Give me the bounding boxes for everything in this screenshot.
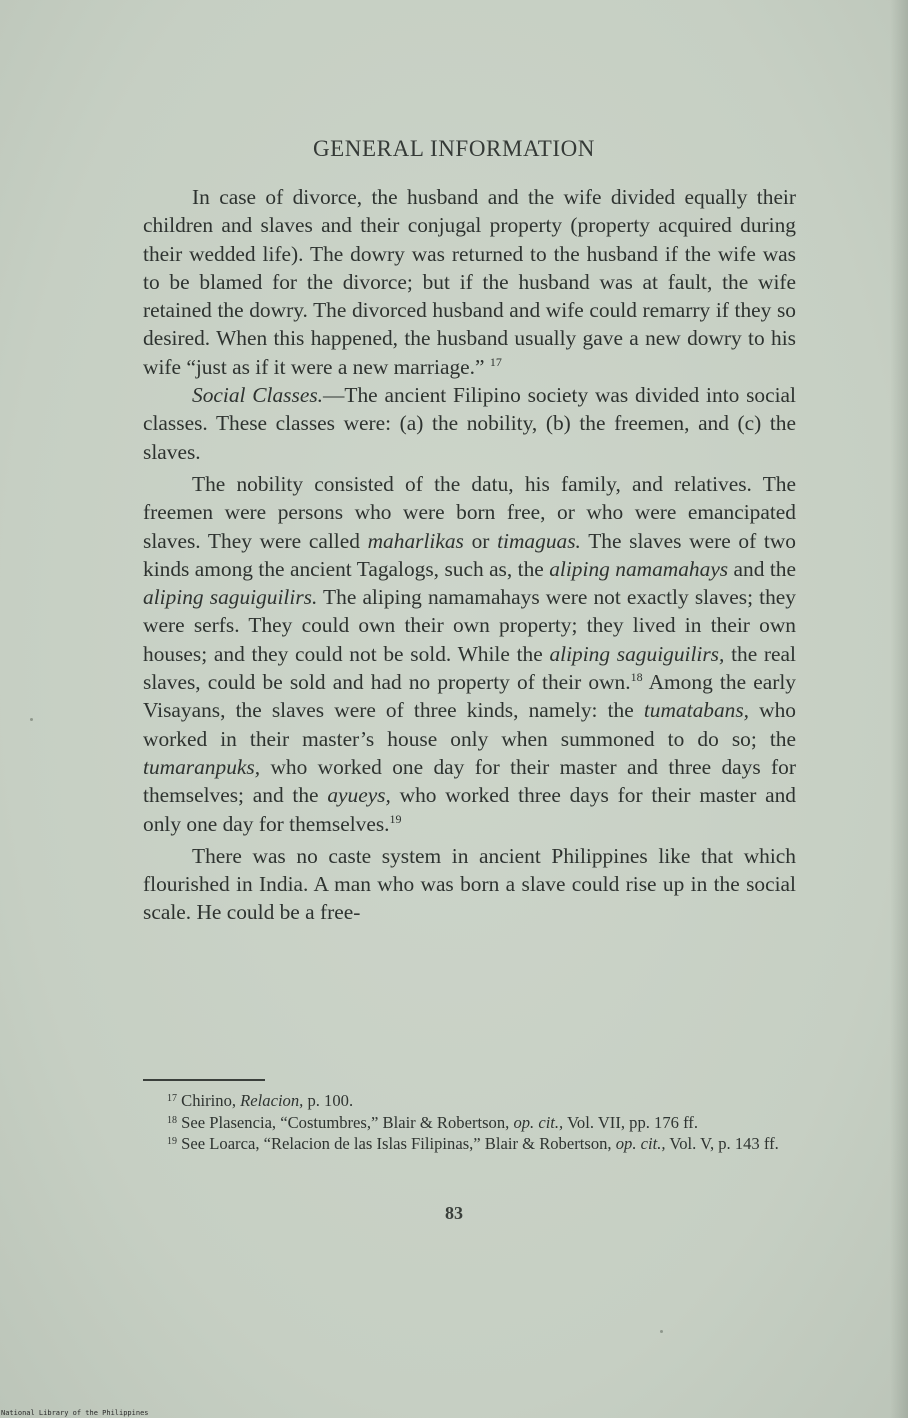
footnote-17: $^{17}$ Chirino, Relacion, p. 100.: [167, 1091, 354, 1110]
footnote-ref: 18: [630, 670, 643, 685]
footnotes: [143, 1092, 796, 1157]
library-credit: National Library of the Philippines: [1, 1409, 149, 1417]
footnote-rule: [143, 1079, 265, 1081]
footnote-18: $^{18}$ See Plasencia, “Costumbres,” Blair & Robertson, op. cit., Vol. VII, pp. 176 ff.: [167, 1112, 698, 1132]
section-heading: Social Classes.: [192, 383, 323, 408]
page-number: 83: [445, 1203, 463, 1223]
running-head: GENERAL INFORMATION: [312, 136, 596, 161]
paragraph-nobility: The nobility consisted of the datu, his family, and relatives. The freemen were persons who were born free, or who were emancipated slaves. They were called maharlikas or timaguas. The slaves were of two kinds among the ancient Tagalogs, such as, the aliping namamahays and the aliping saguiguilirs. The aliping namamahays were not exactly slaves; they were serfs. They could own their own property; they lived in their own houses; and they could not be sold. While the aliping saguiguilirs, the real slaves, could be sold and had no property of their own.$^{18}$ Among the early Visayans, the slaves were of three kinds, namely: the tumatabans, who worked in their master’s house only when summoned to do so; the tumaranpuks, who worked one day for their master and three days for themselves; and the ayueys, who worked three days for their master and only one day for themselves.$^{19}$: [143, 471, 796, 836]
paper-speck: [30, 718, 33, 721]
footnote-19: $^{19}$ See Loarca, “Relacion de las Islas Filipinas,” Blair & Robertson, op. cit., Vol. V, p. 143 ff.: [167, 1134, 779, 1153]
footnote-ref: 19: [389, 811, 402, 826]
paragraph-divorce: In case of divorce, the husband and the wife divided equally their children and slaves and their conjugal property (property acquired during their wedded life). The dowry was returned to the husband if the wife was to be blamed for the divorce; but if the husband was at fault, the wife retained the dowry. The divorced husband and wife could remarry if they so desired. When this happened, the husband usually gave a new dowry to his wife “just as if it were a new marriage.” $^{17}$: [143, 185, 796, 379]
paper-speck: [660, 1330, 663, 1333]
footnote-ref: 17: [489, 354, 502, 369]
paragraph-caste: There was no caste system in ancient Philippines like that which flourished in India. A man who was born a slave could rise up in the social scale. He could be a free-: [143, 843, 796, 925]
paragraph-social-classes: Social Classes.—The ancient Filipino society was divided into social classes. These classes were: (a) the nobility, (b) the freemen, and (c) the slaves.: [143, 383, 796, 464]
body-text: [143, 183, 796, 927]
